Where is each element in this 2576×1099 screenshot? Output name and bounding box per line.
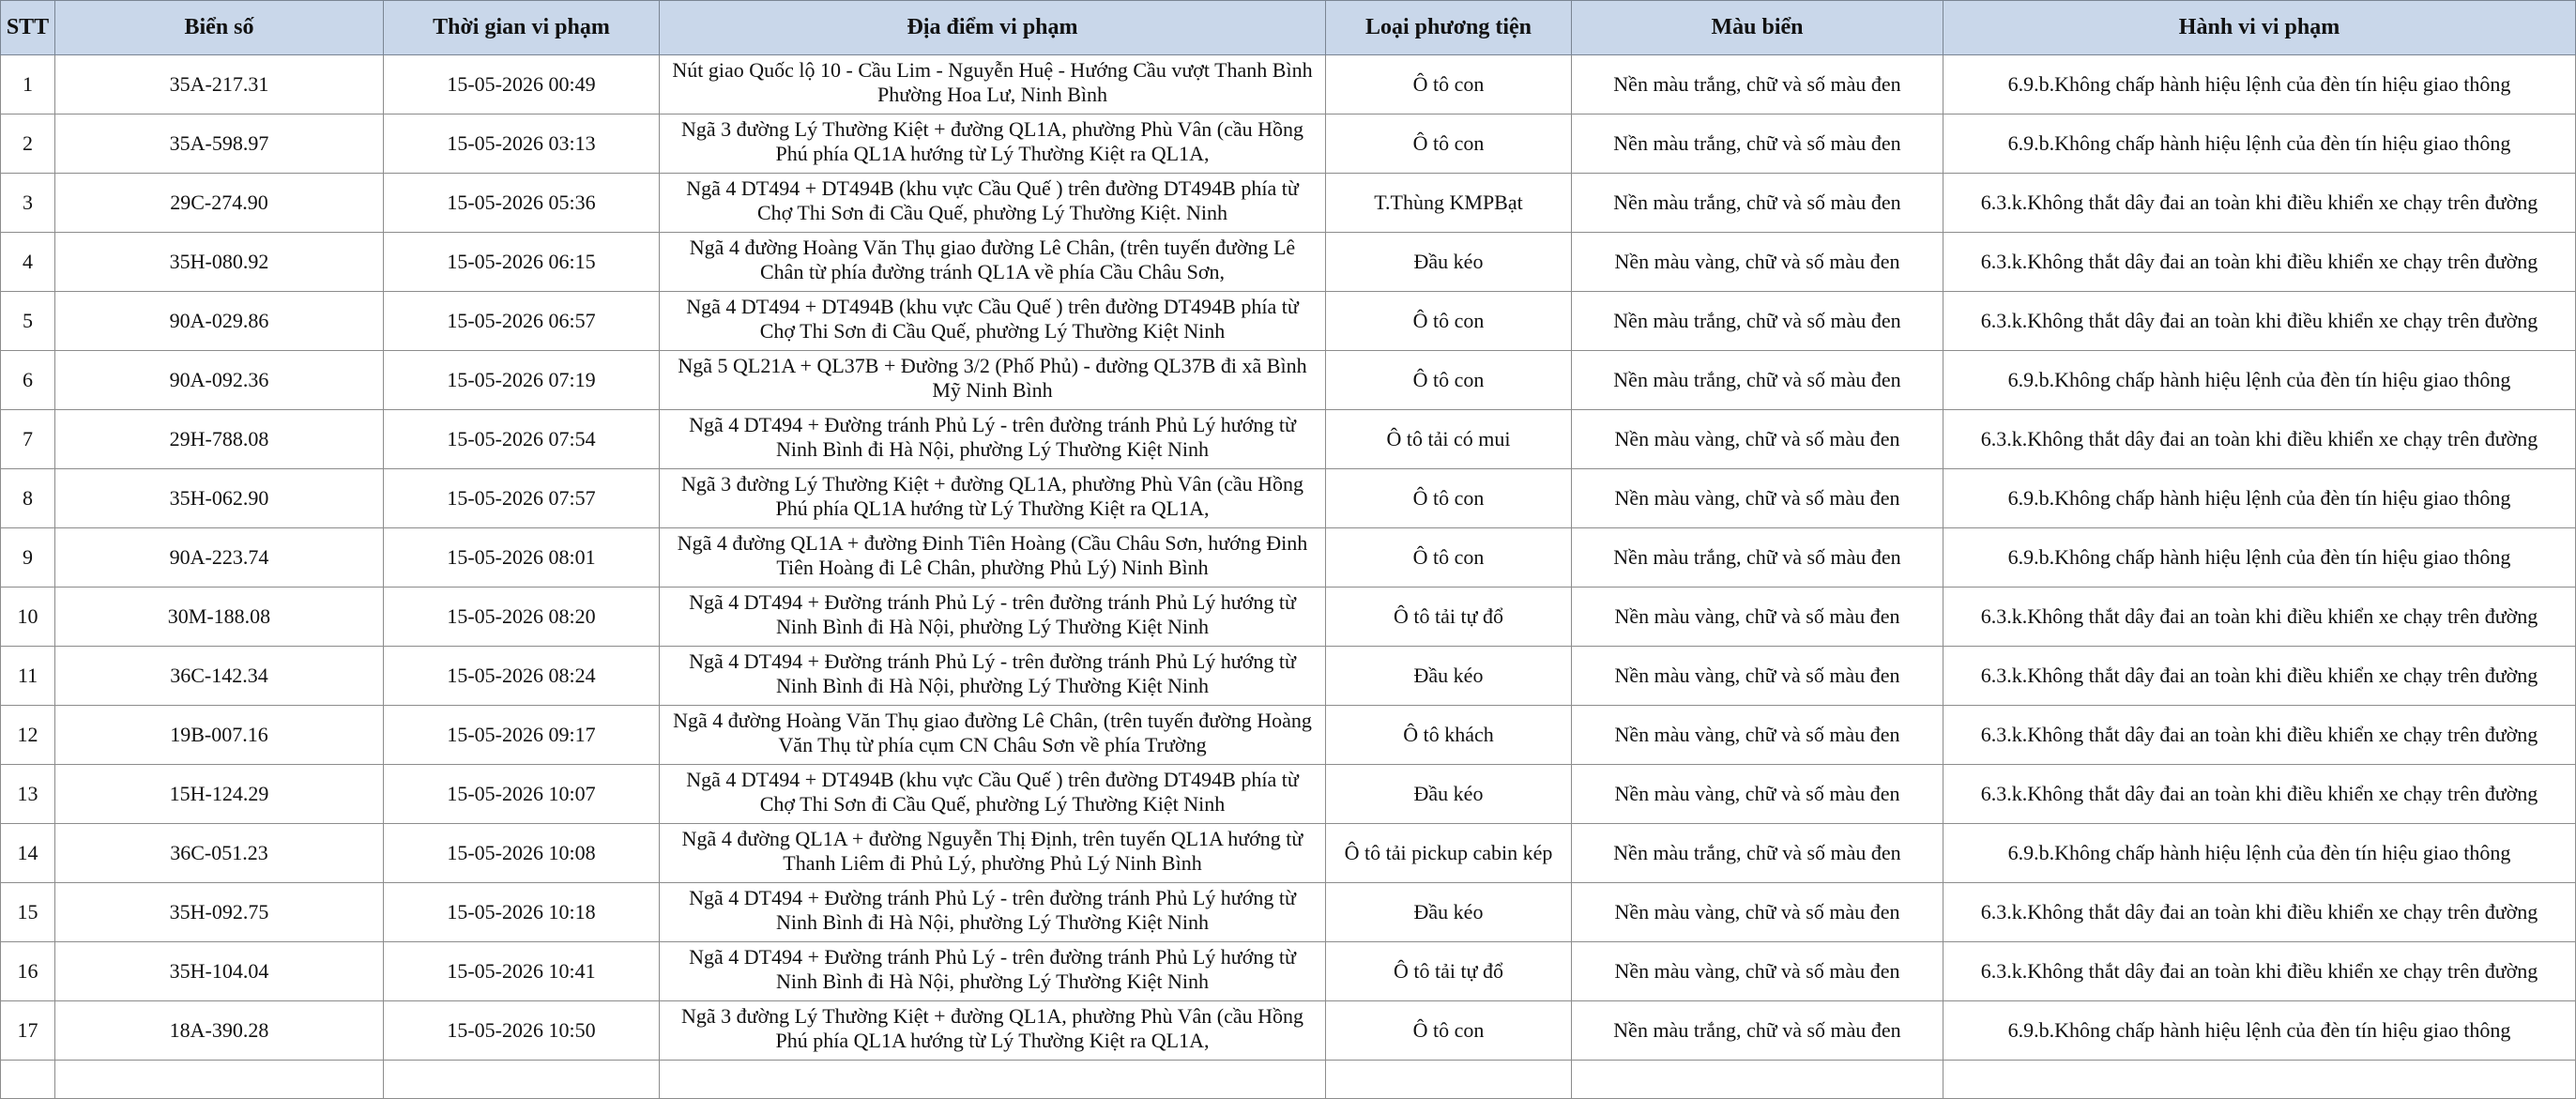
cell-vehicle-type[interactable]: Ô tô con <box>1326 1001 1572 1061</box>
table-row[interactable] <box>1 114 2576 174</box>
table-row[interactable] <box>1 469 2576 528</box>
location-text: Ngã 4 đường QL1A + đường Nguyễn Thị Định, trên tuyến QL1A hướng từ Thanh Liêm đi Phủ Lý, phường Phủ Lý Ninh Bình <box>681 827 1303 875</box>
cell-vehicle-type-partial[interactable] <box>1326 1061 1572 1099</box>
cell-stt[interactable]: 17 <box>1 1001 55 1061</box>
location-text: Ngã 3 đường Lý Thường Kiệt + đường QL1A, phường Phù Vân (cầu Hồng Phú phía QL1A hướng từ Lý Thường Kiệt ra QL1A, <box>680 117 1304 165</box>
cell-violation[interactable]: 6.3.k.Không thắt dây đai an toàn khi điều khiển xe chạy trên đường <box>1943 942 2576 1001</box>
cell-vehicle-type[interactable]: Đầu kéo <box>1326 647 1572 706</box>
cell-plate-color[interactable]: Nền màu vàng, chữ và số màu đen <box>1572 410 1943 469</box>
cell-violation[interactable]: 6.3.k.Không thắt dây đai an toàn khi điều khiển xe chạy trên đường <box>1943 588 2576 647</box>
header-plate: Biển số <box>55 1 384 55</box>
cell-vehicle-type[interactable]: Ô tô tải tự đổ <box>1326 588 1572 647</box>
location-text: Ngã 4 DT494 + Đường tránh Phủ Lý - trên đường tránh Phủ Lý hướng từ Ninh Bình đi Hà Nội, phường Lý Thường Kiệt Ninh <box>689 945 1296 993</box>
location-text: Ngã 4 đường Hoàng Văn Thụ giao đường Lê Chân, (trên tuyến đường Lê Chân từ phía đường tránh QL1A về phía Cầu Châu Sơn, <box>689 236 1296 283</box>
location-text: Ngã 4 DT494 + DT494B (khu vực Cầu Quế ) trên đường DT494B phía từ Chợ Thi Sơn đi Cầu Quế, phường Lý Thường Kiệt Ninh <box>686 295 1299 343</box>
cell-violation[interactable]: 6.3.k.Không thắt dây đai an toàn khi điều khiển xe chạy trên đường <box>1943 765 2576 824</box>
cell-vehicle-type[interactable]: Ô tô con <box>1326 469 1572 528</box>
cell-location[interactable] <box>660 824 1326 883</box>
cell-plate-color[interactable]: Nền màu trắng, chữ và số màu đen <box>1572 824 1943 883</box>
cell-vehicle-type[interactable]: Đầu kéo <box>1326 883 1572 942</box>
cell-plate[interactable]: 29H-788.08 <box>55 410 384 469</box>
table-row[interactable] <box>1 174 2576 233</box>
cell-stt[interactable]: 1 <box>1 55 55 114</box>
cell-location[interactable] <box>660 647 1326 706</box>
table-body <box>1 55 2576 1099</box>
cell-vehicle-type[interactable]: Đầu kéo <box>1326 765 1572 824</box>
cell-stt-partial[interactable] <box>1 1061 55 1099</box>
cell-location[interactable] <box>660 706 1326 765</box>
table-row[interactable] <box>1 1001 2576 1061</box>
cell-vehicle-type[interactable]: Ô tô tải tự đổ <box>1326 942 1572 1001</box>
header-stt: STT <box>1 1 55 55</box>
cell-violation[interactable]: 6.9.b.Không chấp hành hiệu lệnh của đèn tín hiệu giao thông <box>1943 469 2576 528</box>
cell-stt[interactable]: 13 <box>1 765 55 824</box>
cell-violation[interactable]: 6.9.b.Không chấp hành hiệu lệnh của đèn tín hiệu giao thông <box>1943 824 2576 883</box>
table-row[interactable] <box>1 647 2576 706</box>
cell-violation[interactable]: 6.3.k.Không thắt dây đai an toàn khi điều khiển xe chạy trên đường <box>1943 883 2576 942</box>
location-text: Ngã 4 đường Hoàng Văn Thụ giao đường Lê Chân, (trên tuyến đường Hoàng Văn Thụ từ phía cụm CN Châu Sơn về phía Trường <box>673 709 1312 756</box>
cell-time[interactable]: 15-05-2026 08:01 <box>384 528 660 588</box>
cell-vehicle-type[interactable]: Ô tô con <box>1326 351 1572 410</box>
table-row[interactable] <box>1 942 2576 1001</box>
location-text: Ngã 4 DT494 + DT494B (khu vực Cầu Quế ) trên đường DT494B phía từ Chợ Thi Sơn đi Cầu Quế, phường Lý Thường Kiệt Ninh <box>686 768 1299 816</box>
location-text: Ngã 3 đường Lý Thường Kiệt + đường QL1A, phường Phù Vân (cầu Hồng Phú phía QL1A hướng từ Lý Thường Kiệt ra QL1A, <box>680 1004 1304 1052</box>
cell-plate-color-partial[interactable] <box>1572 1061 1943 1099</box>
location-text: Nút giao Quốc lộ 10 - Cầu Lim - Nguyễn Huệ - Hướng Cầu vượt Thanh Bình Phường Hoa Lư, Ninh Bình <box>672 58 1313 106</box>
cell-time[interactable]: 15-05-2026 03:13 <box>384 114 660 174</box>
cell-time[interactable]: 15-05-2026 06:15 <box>384 233 660 292</box>
cell-time[interactable]: 15-05-2026 08:24 <box>384 647 660 706</box>
cell-location[interactable] <box>660 174 1326 233</box>
cell-plate[interactable]: 35A-217.31 <box>55 55 384 114</box>
cell-time[interactable]: 15-05-2026 08:20 <box>384 588 660 647</box>
cell-plate[interactable]: 90A-092.36 <box>55 351 384 410</box>
cell-location[interactable] <box>660 1001 1326 1061</box>
cell-time[interactable]: 15-05-2026 06:57 <box>384 292 660 351</box>
cell-plate-color[interactable]: Nền màu trắng, chữ và số màu đen <box>1572 528 1943 588</box>
cell-plate[interactable]: 30M-188.08 <box>55 588 384 647</box>
cell-time[interactable]: 15-05-2026 10:41 <box>384 942 660 1001</box>
cell-plate[interactable]: 90A-029.86 <box>55 292 384 351</box>
cell-plate-color[interactable]: Nền màu trắng, chữ và số màu đen <box>1572 292 1943 351</box>
cell-vehicle-type[interactable]: Ô tô con <box>1326 114 1572 174</box>
cell-vehicle-type[interactable]: Ô tô tải có mui <box>1326 410 1572 469</box>
cell-stt[interactable]: 3 <box>1 174 55 233</box>
cell-vehicle-type[interactable]: Ô tô con <box>1326 292 1572 351</box>
cell-stt[interactable]: 11 <box>1 647 55 706</box>
cell-stt[interactable]: 4 <box>1 233 55 292</box>
cell-plate[interactable]: 15H-124.29 <box>55 765 384 824</box>
table-row[interactable] <box>1 883 2576 942</box>
table-row[interactable] <box>1 55 2576 114</box>
cell-vehicle-type[interactable]: T.Thùng KMPBạt <box>1326 174 1572 233</box>
cell-violation[interactable]: 6.9.b.Không chấp hành hiệu lệnh của đèn tín hiệu giao thông <box>1943 351 2576 410</box>
cell-stt[interactable]: 9 <box>1 528 55 588</box>
table-row[interactable] <box>1 233 2576 292</box>
cell-plate[interactable]: 18A-390.28 <box>55 1001 384 1061</box>
location-text: Ngã 3 đường Lý Thường Kiệt + đường QL1A, phường Phù Vân (cầu Hồng Phú phía QL1A hướng từ Lý Thường Kiệt ra QL1A, <box>680 472 1304 520</box>
cell-plate-color[interactable]: Nền màu vàng, chữ và số màu đen <box>1572 233 1943 292</box>
cell-plate-color[interactable]: Nền màu vàng, chữ và số màu đen <box>1572 883 1943 942</box>
cell-location[interactable] <box>660 114 1326 174</box>
cell-plate-color[interactable]: Nền màu trắng, chữ và số màu đen <box>1572 1001 1943 1061</box>
cell-time[interactable]: 15-05-2026 10:18 <box>384 883 660 942</box>
table-row[interactable] <box>1 824 2576 883</box>
cell-stt[interactable]: 6 <box>1 351 55 410</box>
cell-violation[interactable]: 6.3.k.Không thắt dây đai an toàn khi điều khiển xe chạy trên đường <box>1943 410 2576 469</box>
cell-vehicle-type[interactable]: Ô tô con <box>1326 55 1572 114</box>
cell-violation[interactable]: 6.3.k.Không thắt dây đai an toàn khi điều khiển xe chạy trên đường <box>1943 292 2576 351</box>
table-row[interactable] <box>1 765 2576 824</box>
table-row[interactable] <box>1 292 2576 351</box>
cell-vehicle-type[interactable]: Ô tô tải pickup cabin kép <box>1326 824 1572 883</box>
header-time: Thời gian vi phạm <box>384 1 660 55</box>
cell-plate-color[interactable]: Nền màu trắng, chữ và số màu đen <box>1572 174 1943 233</box>
cell-stt[interactable]: 5 <box>1 292 55 351</box>
cell-violation[interactable]: 6.3.k.Không thắt dây đai an toàn khi điều khiển xe chạy trên đường <box>1943 174 2576 233</box>
cell-time[interactable]: 15-05-2026 05:36 <box>384 174 660 233</box>
cell-violation[interactable]: 6.9.b.Không chấp hành hiệu lệnh của đèn tín hiệu giao thông <box>1943 528 2576 588</box>
cell-stt[interactable]: 7 <box>1 410 55 469</box>
cell-location-partial[interactable] <box>660 1061 1326 1099</box>
cell-location[interactable] <box>660 588 1326 647</box>
table-row[interactable] <box>1 528 2576 588</box>
cell-plate[interactable]: 35H-104.04 <box>55 942 384 1001</box>
cell-vehicle-type[interactable]: Ô tô khách <box>1326 706 1572 765</box>
cell-time[interactable]: 15-05-2026 10:50 <box>384 1001 660 1061</box>
cell-plate[interactable]: 36C-051.23 <box>55 824 384 883</box>
cell-stt[interactable]: 12 <box>1 706 55 765</box>
cell-stt[interactable]: 10 <box>1 588 55 647</box>
cell-plate-color[interactable]: Nền màu vàng, chữ và số màu đen <box>1572 647 1943 706</box>
cell-location[interactable] <box>660 55 1326 114</box>
cell-plate-color[interactable]: Nền màu trắng, chữ và số màu đen <box>1572 55 1943 114</box>
cell-time[interactable]: 15-05-2026 09:17 <box>384 706 660 765</box>
cell-violation[interactable]: 6.9.b.Không chấp hành hiệu lệnh của đèn tín hiệu giao thông <box>1943 1001 2576 1061</box>
location-text: Ngã 4 DT494 + Đường tránh Phủ Lý - trên đường tránh Phủ Lý hướng từ Ninh Bình đi Hà Nội, phường Lý Thường Kiệt Ninh <box>689 886 1296 934</box>
cell-violation[interactable]: 6.9.b.Không chấp hành hiệu lệnh của đèn tín hiệu giao thông <box>1943 55 2576 114</box>
cell-plate-color[interactable]: Nền màu vàng, chữ và số màu đen <box>1572 765 1943 824</box>
cell-time[interactable]: 15-05-2026 00:49 <box>384 55 660 114</box>
cell-violation[interactable]: 6.3.k.Không thắt dây đai an toàn khi điều khiển xe chạy trên đường <box>1943 233 2576 292</box>
cell-plate[interactable]: 19B-007.16 <box>55 706 384 765</box>
cell-stt[interactable]: 2 <box>1 114 55 174</box>
cell-plate-color[interactable]: Nền màu vàng, chữ và số màu đen <box>1572 942 1943 1001</box>
header-row <box>1 1 2576 55</box>
cell-violation[interactable]: 6.3.k.Không thắt dây đai an toàn khi điều khiển xe chạy trên đường <box>1943 706 2576 765</box>
location-text: Ngã 4 DT494 + Đường tránh Phủ Lý - trên đường tránh Phủ Lý hướng từ Ninh Bình đi Hà Nội, phường Lý Thường Kiệt Ninh <box>689 590 1296 638</box>
cell-vehicle-type[interactable]: Ô tô con <box>1326 528 1572 588</box>
cell-plate[interactable]: 35A-598.97 <box>55 114 384 174</box>
header-violation: Hành vi vi phạm <box>1943 1 2576 55</box>
cell-stt[interactable]: 16 <box>1 942 55 1001</box>
cell-location[interactable] <box>660 528 1326 588</box>
header-vehicle-type: Loại phương tiện <box>1326 1 1572 55</box>
header-plate-color: Màu biển <box>1572 1 1943 55</box>
table-row[interactable] <box>1 706 2576 765</box>
cell-plate-color[interactable]: Nền màu vàng, chữ và số màu đen <box>1572 469 1943 528</box>
cell-plate[interactable]: 36C-142.34 <box>55 647 384 706</box>
cell-time[interactable]: 15-05-2026 10:07 <box>384 765 660 824</box>
cell-plate[interactable]: 35H-062.90 <box>55 469 384 528</box>
table-row[interactable] <box>1 588 2576 647</box>
cell-plate[interactable]: 90A-223.74 <box>55 528 384 588</box>
cell-plate[interactable]: 35H-092.75 <box>55 883 384 942</box>
table-row[interactable] <box>1 410 2576 469</box>
cell-time-partial[interactable] <box>384 1061 660 1099</box>
cell-vehicle-type[interactable]: Đầu kéo <box>1326 233 1572 292</box>
location-text: Ngã 4 DT494 + Đường tránh Phủ Lý - trên đường tránh Phủ Lý hướng từ Ninh Bình đi Hà Nội, phường Lý Thường Kiệt Ninh <box>689 649 1296 697</box>
cell-location[interactable] <box>660 942 1326 1001</box>
cell-stt[interactable]: 8 <box>1 469 55 528</box>
cell-time[interactable]: 15-05-2026 07:54 <box>384 410 660 469</box>
cell-time[interactable]: 15-05-2026 07:57 <box>384 469 660 528</box>
cell-location[interactable] <box>660 233 1326 292</box>
cell-location[interactable] <box>660 292 1326 351</box>
cell-stt[interactable]: 14 <box>1 824 55 883</box>
cell-violation-partial[interactable] <box>1943 1061 2576 1099</box>
location-text: Ngã 4 DT494 + DT494B (khu vực Cầu Quế ) trên đường DT494B phía từ Chợ Thi Sơn đi Cầu Quế, phường Lý Thường Kiệt. Ninh <box>686 176 1299 224</box>
cell-stt[interactable]: 15 <box>1 883 55 942</box>
table-row-partial[interactable] <box>1 1061 2576 1099</box>
cell-violation[interactable]: 6.3.k.Không thắt dây đai an toàn khi điều khiển xe chạy trên đường <box>1943 647 2576 706</box>
cell-plate[interactable]: 35H-080.92 <box>55 233 384 292</box>
cell-time[interactable]: 15-05-2026 07:19 <box>384 351 660 410</box>
cell-violation[interactable]: 6.9.b.Không chấp hành hiệu lệnh của đèn tín hiệu giao thông <box>1943 114 2576 174</box>
header-location: Địa điểm vi phạm <box>660 1 1326 55</box>
cell-plate-color[interactable]: Nền màu trắng, chữ và số màu đen <box>1572 351 1943 410</box>
cell-location[interactable] <box>660 883 1326 942</box>
location-text: Ngã 4 đường QL1A + đường Đinh Tiên Hoàng (Cầu Châu Sơn, hướng Đinh Tiên Hoàng đi Lê Chân, phường Phủ Lý) Ninh Bình <box>677 531 1308 579</box>
table-row[interactable] <box>1 351 2576 410</box>
cell-location[interactable] <box>660 469 1326 528</box>
cell-location[interactable] <box>660 410 1326 469</box>
cell-plate-color[interactable]: Nền màu trắng, chữ và số màu đen <box>1572 114 1943 174</box>
cell-plate-partial[interactable] <box>55 1061 384 1099</box>
cell-plate-color[interactable]: Nền màu vàng, chữ và số màu đen <box>1572 706 1943 765</box>
cell-time[interactable]: 15-05-2026 10:08 <box>384 824 660 883</box>
cell-location[interactable] <box>660 351 1326 410</box>
table-header <box>1 1 2576 55</box>
cell-location[interactable] <box>660 765 1326 824</box>
location-text: Ngã 5 QL21A + QL37B + Đường 3/2 (Phố Phủ) - đường QL37B đi xã Bình Mỹ Ninh Bình <box>678 354 1307 402</box>
cell-plate[interactable]: 29C-274.90 <box>55 174 384 233</box>
location-text: Ngã 4 DT494 + Đường tránh Phủ Lý - trên đường tránh Phủ Lý hướng từ Ninh Bình đi Hà Nội, phường Lý Thường Kiệt Ninh <box>689 413 1296 461</box>
cell-plate-color[interactable]: Nền màu vàng, chữ và số màu đen <box>1572 588 1943 647</box>
